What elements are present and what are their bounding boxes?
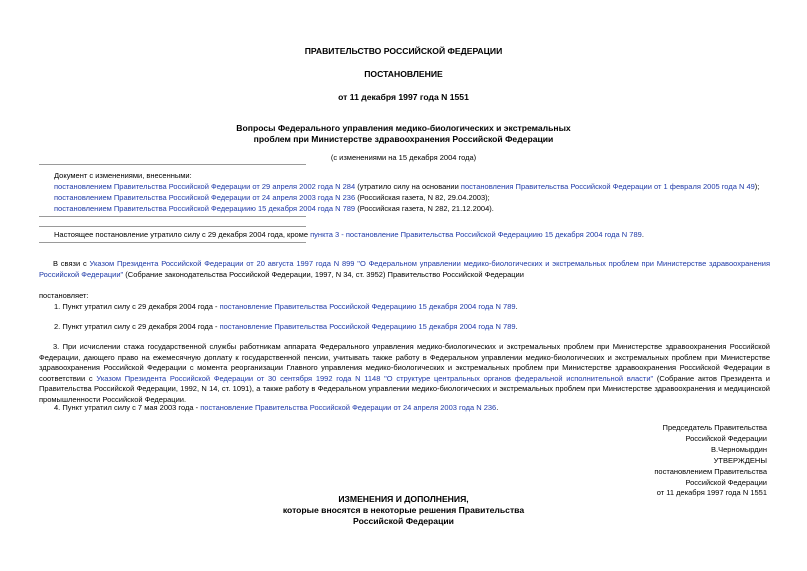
amendment-link[interactable]: постановлением Правительства Российской Федерации от 24 апреля 2003 года N 236 bbox=[54, 193, 356, 202]
point-link[interactable]: постановление Правительства Российской Федерациию 15 декабря 2004 года N 789 bbox=[219, 302, 516, 311]
repeal-notice-text: Настоящее постановление утратило силу с 29 декабря 2004 года, кроме bbox=[54, 230, 311, 239]
amendment-link[interactable]: постановлением Правительства Российской Федерациию 15 декабря 2004 года N 789 bbox=[54, 204, 356, 213]
point-text: 4. Пункт утратил силу с 7 мая 2003 года - bbox=[54, 403, 201, 412]
annex-title-1: ИЗМЕНЕНИЯ И ДОПОЛНЕНИЯ, bbox=[338, 494, 469, 504]
amendment-text: (Российская газета, N 82, 29.04.2003); bbox=[355, 193, 490, 202]
point-text: . bbox=[515, 322, 518, 331]
changes-note: (с изменениями на 15 декабря 2004 года) bbox=[330, 153, 477, 162]
amendment-text: (утратило силу на основании bbox=[355, 182, 461, 191]
point-3 bbox=[39, 342, 770, 406]
divider bbox=[39, 226, 306, 227]
point-text: . bbox=[515, 302, 518, 311]
point-2 bbox=[54, 322, 518, 331]
annex-title-3: Российской Федерации bbox=[353, 516, 454, 526]
amendment-text: ); bbox=[754, 182, 760, 191]
point-link[interactable]: постановление Правительства Российской Федерации от 24 апреля 2003 года N 236 bbox=[200, 403, 497, 412]
repeal-notice bbox=[54, 230, 644, 239]
signature-block bbox=[654, 423, 767, 499]
approved-org: Российской Федерации bbox=[685, 477, 767, 487]
decree-link[interactable]: Указом Президента Российской Федерации от 20 августа 1997 года N 899 "О Федеральном управлении медико-биологических и экстремальных проблем при Министерстве здравоохранения Российской Федерации" bbox=[39, 259, 771, 279]
divider bbox=[39, 216, 306, 217]
amendments-intro: Документ с изменениями, внесенными: bbox=[54, 171, 192, 180]
divider bbox=[39, 242, 306, 243]
preamble bbox=[39, 259, 770, 280]
document-title-line-2: проблем при Министерстве здравоохранения Российской Федерации bbox=[253, 134, 554, 144]
amendment-item bbox=[54, 182, 759, 191]
signer-name: В.Черномырдин bbox=[711, 444, 767, 454]
point-text: 2. Пункт утратил силу с 29 декабря 2004 года - bbox=[54, 322, 220, 331]
document-type: ПОСТАНОВЛЕНИЕ bbox=[364, 69, 443, 79]
document-date-number: от 11 декабря 1997 года N 1551 bbox=[338, 92, 469, 102]
approved-label: УТВЕРЖДЕНЫ bbox=[713, 455, 767, 465]
government-heading: ПРАВИТЕЛЬСТВО РОССИЙСКОЙ ФЕДЕРАЦИИ bbox=[304, 46, 503, 56]
annex-title-2: которые вносятся в некоторые решения Правительства bbox=[282, 505, 525, 515]
point-1 bbox=[54, 302, 518, 311]
preamble-text: В связи с bbox=[53, 259, 90, 268]
point-link[interactable]: Указом Президента Российской Федерации от 30 сентября 1992 года N 1148 "О структуре центральных органов федеральной исполнительной власти" bbox=[96, 373, 654, 383]
document-title-line-1: Вопросы Федерального управления медико-биологических и экстремальных bbox=[236, 123, 571, 133]
repeal-notice-link[interactable]: пункта 3 - постановление Правительства Российской Федерациию 15 декабря 2004 года N 789 bbox=[310, 230, 642, 239]
resolves-label: постановляет: bbox=[39, 291, 89, 300]
point-text: 3. При исчислении стажа государственной службы работникам аппарата Федерального управления медико-биологических и экстремальных проблем при Министерстве здравоохранения Российской Федерации, дающего право на ежемесячную доплату к государственной пенсии, учитывать также работу в Федеральном управлении медико-биологических и экстремальных проблем при Министерстве здравоохранения Российской Федерации с момента реорганизации Главного управления медико-биологических и экстремальных проблем при Министерстве здравоохранения Российской Федерации в соответствии с bbox=[39, 342, 770, 383]
approved-date: от 11 декабря 1997 года N 1551 bbox=[656, 488, 767, 498]
point-text: 1. Пункт утратил силу с 29 декабря 2004 года - bbox=[54, 302, 220, 311]
point-text: (Собрание актов Президента и Правительства Российской Федерации, 1992, N 14, ст. 1091), а также работу в Федеральном управлении медико-биологических и экстремальных проблем при Министерстве здравоохранения и медицинской промышленности Российской Федерации. bbox=[39, 373, 770, 404]
amendment-link[interactable]: постановлением Правительства Российской Федерации от 29 апреля 2002 года N 284 bbox=[54, 182, 356, 191]
divider bbox=[39, 164, 306, 165]
signer-title: Председатель Правительства bbox=[662, 423, 767, 432]
point-4 bbox=[54, 403, 498, 412]
signer-org: Российской Федерации bbox=[685, 433, 767, 443]
approved-by: постановлением Правительства bbox=[654, 466, 767, 476]
repeal-notice-text: . bbox=[641, 230, 644, 239]
point-text: . bbox=[496, 403, 499, 412]
point-link[interactable]: постановление Правительства Российской Федерациию 15 декабря 2004 года N 789 bbox=[219, 322, 516, 331]
amendment-item bbox=[54, 204, 494, 213]
preamble-text: (Собрание законодательства Российской Федерации, 1997, N 34, ст. 3952) Правительство Российской Федерации bbox=[123, 269, 524, 279]
amendment-text: (Российская газета, N 282, 21.12.2004). bbox=[355, 204, 494, 213]
amendment-item bbox=[54, 193, 490, 202]
amendment-link[interactable]: постановления Правительства Российской Федерации от 1 февраля 2005 года N 49 bbox=[460, 182, 755, 191]
